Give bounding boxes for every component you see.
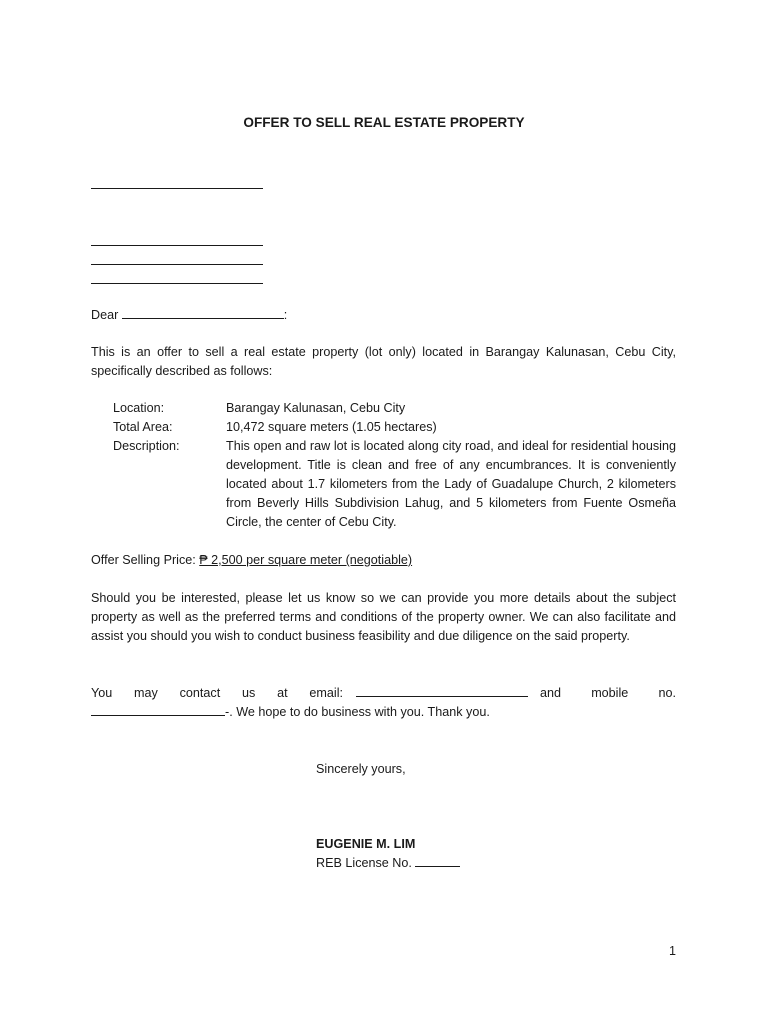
salutation-suffix: : <box>283 308 288 322</box>
contact-text-email: You may contact us at email: <box>91 686 343 700</box>
offer-price <box>91 551 412 570</box>
intro-line-2: specifically described as follows: <box>91 364 273 378</box>
document-title: OFFER TO SELL REAL ESTATE PROPERTY <box>243 115 525 130</box>
intro-paragraph <box>91 343 676 381</box>
license-number-blank <box>415 855 460 867</box>
location-value: Barangay Kalunasan, Cebu City <box>226 401 406 415</box>
recipient-name-blank <box>91 188 263 189</box>
license-label: REB License No. <box>316 856 412 870</box>
contact-line-2 <box>91 703 490 722</box>
description-value: This open and raw lot is located along city road, and ideal for residential housing development. Title is clean and free of any encumbrances. It is conveniently located about 1.7 kilometers from the Lady of Guadalupe Church, 2 kilometers from Beverly Hills Subdivision Lahug, and 5 kilometers from Fuente Osmeña Circle, the center of Cebu City. <box>226 439 676 529</box>
salutation-prefix: Dear <box>91 308 119 322</box>
signatory-name: EUGENIE M. LIM <box>316 837 416 851</box>
salutation-name-blank <box>122 307 284 319</box>
interest-paragraph: Should you be interested, please let us know so we can provide you more details about the subject property as well as the preferred terms and conditions of the property owner. We can also facilitate and assist you should you wish to conduct business feasibility and due diligence on the said property. <box>91 591 676 643</box>
email-blank <box>356 685 528 697</box>
area-label: Total Area: <box>113 420 173 434</box>
offer-price-value: ₱ 2,500 per square meter (negotiable) <box>199 553 413 567</box>
salutation <box>91 306 287 325</box>
recipient-address-blank-1 <box>91 245 263 246</box>
recipient-address-blank-3 <box>91 283 263 284</box>
closing: Sincerely yours, <box>316 762 406 776</box>
page-number: 1 <box>669 944 677 958</box>
description-label: Description: <box>113 439 180 453</box>
area-value: 10,472 square meters (1.05 hectares) <box>226 420 437 434</box>
offer-price-label: Offer Selling Price: <box>91 553 196 567</box>
contact-closing-text: -. We hope to do business with you. Thank you. <box>225 705 490 719</box>
contact-text-mobile: and mobile no. <box>540 686 676 700</box>
mobile-blank <box>91 704 225 716</box>
location-label: Location: <box>113 401 165 415</box>
contact-line-1 <box>91 684 676 703</box>
recipient-address-blank-2 <box>91 264 263 265</box>
license-line <box>316 854 460 873</box>
intro-line-1: This is an offer to sell a real estate property (lot only) located in Barangay Kalunasan, Cebu City, <box>91 345 676 359</box>
